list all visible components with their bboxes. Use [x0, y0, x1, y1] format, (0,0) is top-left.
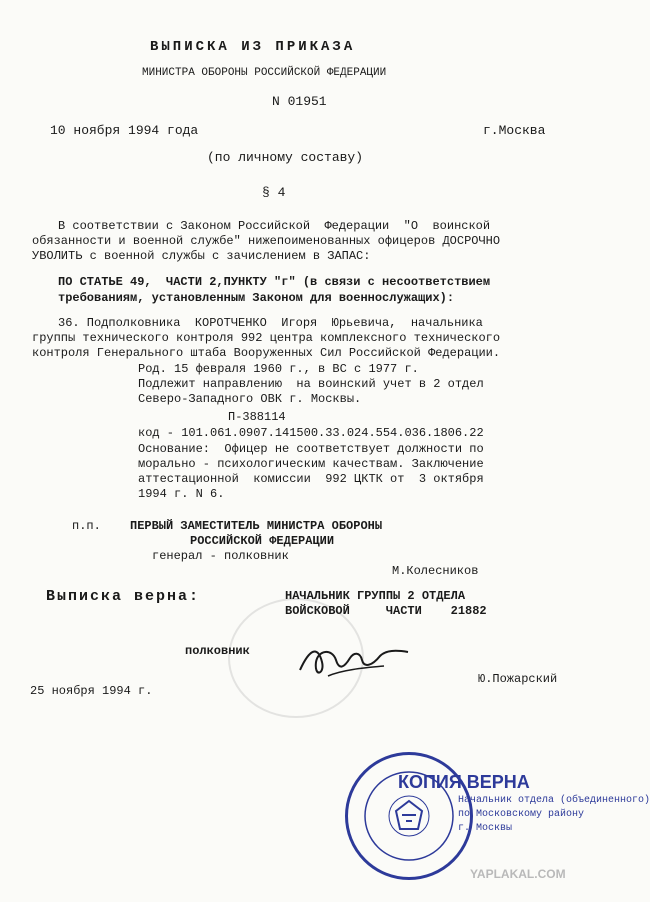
watermark: YAPLAKAL.COM [470, 867, 566, 881]
copy-stamp-line: Начальник отдела (объединенного) [458, 795, 650, 806]
signatory-position: ПЕРВЫЙ ЗАМЕСТИТЕЛЬ МИНИСТРА ОБОРОНЫ [130, 519, 383, 533]
basis-line: морально - психологическим качествам. Заключение [138, 457, 484, 471]
copy-stamp-line: по Московскому району [458, 809, 585, 820]
copy-stamp-header: КОПИЯ ВЕРНА [398, 772, 530, 792]
intro-line: обязанности и военной службе" нижепоименованных офицеров ДОСРОЧНО [32, 234, 501, 248]
document-title: ВЫПИСКА ИЗ ПРИКАЗА [150, 39, 356, 55]
intro-line: УВОЛИТЬ с военной службы с зачислением в ЗАПАС: [32, 249, 371, 263]
certification-name: Ю.Пожарский [478, 672, 558, 686]
order-category: (по личному составу) [207, 150, 364, 165]
copy-stamp-line: г. Москвы [458, 823, 513, 834]
order-number: N 01951 [272, 94, 327, 109]
certification-position: НАЧАЛЬНИК ГРУППЫ 2 ОТДЕЛА [285, 589, 466, 603]
person-line: группы технического контроля 992 центра комплексного технического [32, 331, 501, 345]
basis-line: Основание: Офицер не соответствует должности по [138, 442, 484, 456]
basis-line: 1994 г. N 6. [138, 487, 225, 501]
code-line: код - 101.061.0907.141500.33.024.554.036.1806.22 [138, 426, 484, 440]
certification-rank: полковник [185, 644, 250, 658]
person-line: контроля Генерального штаба Вооруженных Сил Российской Федерации. [32, 346, 501, 360]
order-date: 10 ноября 1994 года [50, 123, 199, 138]
signatory-pp: п.п. [72, 519, 101, 533]
birth-line: Род. 15 февраля 1960 г., в ВС с 1977 г. [138, 362, 419, 376]
signatory-position: РОССИЙСКОЙ ФЕДЕРАЦИИ [190, 534, 335, 548]
registration-line: Северо-Западного ОВК г. Москвы. [138, 392, 362, 406]
certification-date: 25 ноября 1994 г. [30, 684, 153, 698]
order-city: г.Москва [483, 123, 546, 138]
signatory-name: М.Колесников [392, 564, 479, 578]
person-line: 36. Подполковника КОРОТЧЕНКО Игоря Юрьевича, начальника [58, 316, 483, 330]
article-line: ПО СТАТЬЕ 49, ЧАСТИ 2,ПУНКТУ "г" (в связи с несоответствием [58, 275, 491, 289]
certification-position: ВОЙСКОВОЙ ЧАСТИ 21882 [285, 604, 487, 618]
personal-number: П-388114 [228, 410, 286, 424]
intro-line: В соответствии с Законом Российской Федерации "О воинской [58, 219, 491, 233]
registration-line: Подлежит направлению на воинский учет в 2 отдел [138, 377, 484, 391]
section-number: § 4 [262, 185, 286, 200]
certification-label: Выписка верна: [46, 588, 201, 605]
document-issuer: МИНИСТРА ОБОРОНЫ РОССИЙСКОЙ ФЕДЕРАЦИИ [142, 67, 387, 79]
signatory-rank: генерал - полковник [152, 549, 289, 563]
basis-line: аттестационной комиссии 992 ЦКТК от 3 октября [138, 472, 484, 486]
handwritten-signature [292, 640, 412, 689]
article-line: требованиям, установленным Законом для военнослужащих): [58, 291, 455, 305]
